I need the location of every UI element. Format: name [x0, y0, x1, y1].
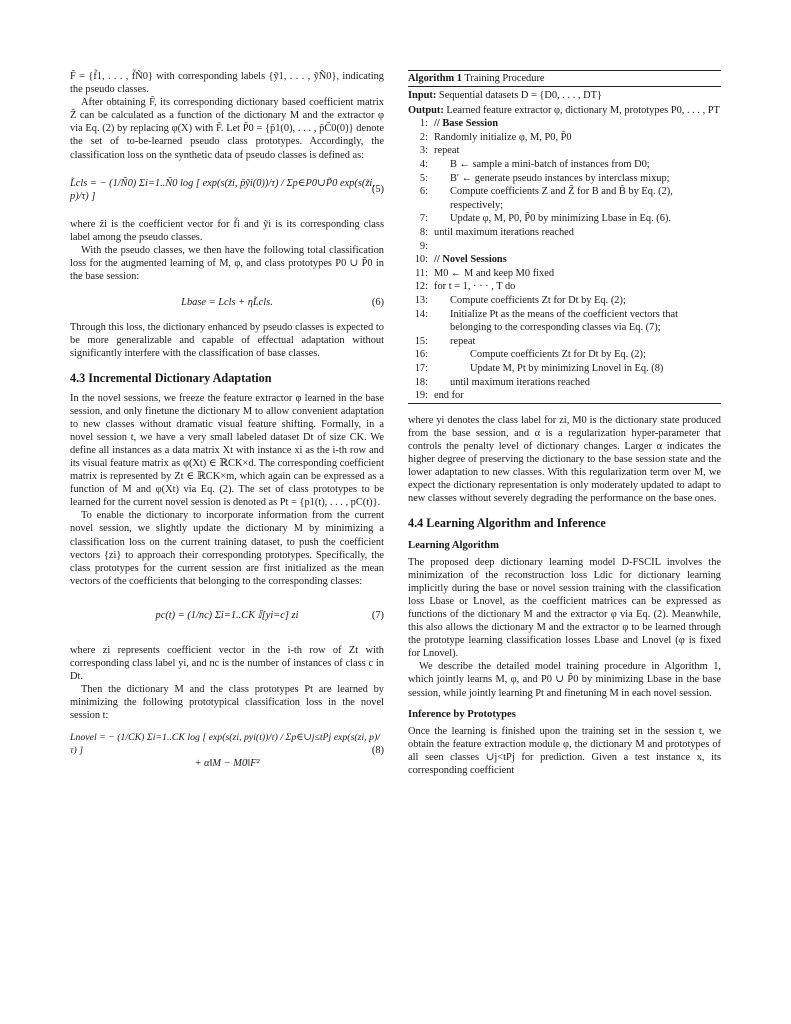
- algorithm-line-number: 2:: [419, 131, 428, 143]
- equation-5-number: (5): [371, 184, 384, 196]
- section-4-3-heading: 4.3 Incremental Dictionary Adaptation: [70, 371, 272, 386]
- algorithm-line: [408, 335, 721, 349]
- algorithm-line-text: repeat: [450, 335, 476, 347]
- algorithm-line-number: 16:: [414, 349, 428, 361]
- algorithm-line-number: 18:: [414, 376, 428, 388]
- right-paragraph-4: Once the learning is finished upon the training set in the session t, we obtain the feature extraction module φ, the dictionary M and prototypes of all seen classes ∪j<tPj for prediction. Given a test instance x, its corresponding coefficient: [408, 725, 721, 776]
- input-label: Input:: [408, 90, 437, 102]
- algorithm-line-number: 4:: [419, 159, 428, 171]
- algorithm-line-text: until maximum iterations reached: [450, 376, 590, 388]
- equation-6: [70, 289, 384, 315]
- algorithm-line-text: repeat: [434, 145, 460, 157]
- algorithm-output: [408, 104, 721, 117]
- algorithm-lines: [408, 117, 721, 402]
- right-column: [408, 70, 721, 777]
- equation-7-body: pc(t) = (1/nc) Σi=1..CK 𝕀[yi=c] zi: [155, 610, 299, 622]
- algorithm-line-number: 3:: [419, 145, 428, 157]
- algorithm-line-number: 8:: [419, 227, 428, 239]
- algorithm-line: [408, 158, 721, 172]
- left-paragraph-6: In the novel sessions, we freeze the feature extractor φ learned in the base session, and only finetune the dictionary M to allow convenient adaptation to new classes without dramatic visual feature shifting. Formally, in a novel session t, we have a very small labeled dataset Dt of size CK. We define all instances as a data matrix Xt with instance xi as the i-th row and its visual feature matrix as φ(Xt) ∈ ℝCK×d. The corresponding coefficient matrix is represented by Zt ∈ ℝCK×m, which again can be expressed as a function of M and φ(Xt) via Eq. (2). The set of class prototypes to be learned for the current novel session is denoted as Pt = {p1(t), . . . , pC(t)}.: [70, 392, 384, 509]
- right-paragraph-3: We describe the detailed model training procedure in Algorithm 1, which jointly learns M, φ, and P0 ∪ P̃0 by minimizing Lbase in the base session, while jointly learning Pt and finetuning M in each novel session.: [408, 661, 721, 699]
- algorithm-line-text: [434, 240, 721, 254]
- equation-8-line-1: Lnovel = − (1/CK) Σi=1..CK log [ exp(s(zi, pyi(t))/τ) / Σp∈∪j≤tPj exp(s(zi, p)/τ) ]: [70, 731, 380, 756]
- algorithm-line-text: Update M, Pt by minimizing Lnovel in Eq. (8): [470, 362, 664, 374]
- inference-heading: Inference by Prototypes: [408, 708, 516, 720]
- algorithm-line-number: 9:: [419, 240, 428, 252]
- algorithm-line: [408, 172, 721, 186]
- algorithm-line-number: 13:: [414, 295, 428, 306]
- algorithm-line: [408, 240, 721, 254]
- left-paragraph-2: After obtaining F̃, its corresponding dictionary based coefficient matrix Z̃ can be calculated as a function of the dictionary M and the extractor φ via Eq. (2) by replacing φ(X) with F̃. Let P̃0 = {p̃1(0), . . . , p̃C̃0(0)} denote the set of to-be-learned pseudo class prototypes. Accordingly, the classification loss on the synthetic data of pseudo classes is defined as:: [70, 97, 384, 161]
- output-text: Learned feature extractor φ, dictionary M, prototypes P0, . . . , PT: [446, 105, 720, 117]
- algorithm-line-text: Initialize Pt as the means of the coefficient vectors that belonging to the corresponding classes via Eq. (7);: [450, 308, 679, 334]
- equation-6-body: Lbase = Lcls + ηL̃cls.: [181, 296, 273, 308]
- algorithm-line: [408, 144, 721, 158]
- algorithm-line: [408, 212, 721, 226]
- algorithm-line-text: M0 ← M and keep M0 fixed: [434, 267, 555, 279]
- equation-7: [70, 594, 384, 638]
- algorithm-line-number: 5:: [419, 172, 428, 184]
- learning-algorithm-heading: Learning Algorithm: [408, 539, 499, 551]
- equation-8: [70, 728, 384, 772]
- algorithm-line: [408, 253, 721, 267]
- left-column: [70, 70, 384, 778]
- equation-8-line-2: + α‖M − M0‖F²: [194, 758, 260, 770]
- algorithm-line-number: 19:: [414, 390, 428, 402]
- algorithm-line-number: 11:: [415, 267, 428, 279]
- algorithm-line-text: Compute coefficients Z and Z̃ for B and B̃ by Eq. (2), respectively;: [450, 186, 673, 211]
- algorithm-line-text: B ← sample a mini-batch of instances from D0;: [450, 159, 650, 171]
- algorithm-line-number: 15:: [414, 335, 428, 347]
- equation-7-number: (7): [371, 610, 384, 622]
- algorithm-line-text: Compute coefficients Zt for Dt by Eq. (2);: [450, 295, 626, 306]
- algorithm-line: [408, 294, 721, 308]
- algorithm-line-text: B′ ← generate pseudo instances by interclass mixup;: [450, 172, 670, 184]
- algorithm-line: [408, 348, 721, 362]
- algorithm-line: [408, 226, 721, 240]
- algorithm-line-text: // Base Session: [434, 118, 499, 130]
- algorithm-line-number: 17:: [414, 362, 428, 374]
- algorithm-box: [408, 70, 721, 404]
- section-4-4-heading: 4.4 Learning Algorithm and Inference: [408, 516, 606, 531]
- left-paragraph-1: F̃ = {f̃1, . . . , f̃Ñ0} with corresponding labels {ỹ1, . . . , ỹÑ0}, indicating the pseudo classes.: [70, 71, 384, 96]
- left-paragraph-5: Through this loss, the dictionary enhanced by pseudo classes is expected to be more generalizable and capable of effectual adaptation without significantly interfere with the classification of base classes.: [70, 322, 384, 360]
- algorithm-line-text: end for: [434, 390, 464, 402]
- input-text: Sequential datasets D = {D0, . . . , DT}: [438, 90, 602, 102]
- algorithm-line: [408, 185, 721, 212]
- left-paragraph-7: To enable the dictionary to incorporate information from the current novel session, we slightly update the dictionary M by minimizing a classification loss on the current training dataset, to push the coefficient vectors {zi} to approach their corresponding prototypes. Specifically, the class prototypes for the current session are first initialized as the mean vectors of the coefficients that belonging to the corresponding classes:: [70, 510, 384, 587]
- output-label: Output:: [408, 105, 444, 117]
- equation-6-number: (6): [371, 296, 384, 308]
- algorithm-line-number: 10:: [414, 254, 428, 266]
- algorithm-line: [408, 376, 721, 390]
- algorithm-line-number: 7:: [419, 213, 428, 225]
- left-paragraph-8: where zi represents coefficient vector in the i-th row of Zt with corresponding class label yi, and nc is the number of instances of class c in Dt.: [70, 644, 384, 683]
- left-paragraph-4: With the pseudo classes, we then have the following total classification loss for the augmented learning of M, φ, and class prototypes P0 ∪ P̃0 in the base session:: [70, 244, 384, 283]
- algorithm-line: [408, 362, 721, 376]
- right-paragraph-1: where yi denotes the class label for zi, M0 is the dictionary state produced from the base session, and α is a regularization hyper-parameter that controls the penalty level of dictionary changes. Larger α indicates the higher degree of preserving the dictionary to the base session state and the lower adaptation to new classes. With this regularization term over M, we expect the dictionary representation is only moderately updated to adapt to new classes without severely degrading the performance on the base ones.: [408, 414, 721, 505]
- left-paragraph-3: where z̃i is the coefficient vector for f̃i and ỹi is its corresponding class label among the pseudo classes.: [70, 218, 384, 243]
- algorithm-input: [408, 89, 721, 102]
- algorithm-line: [408, 280, 721, 294]
- algorithm-line: [408, 131, 721, 145]
- algorithm-line: [408, 389, 721, 403]
- algorithm-line-number: 6:: [419, 186, 428, 198]
- left-paragraph-9: Then the dictionary M and the class prototypes Pt are learned by minimizing the following prototypical classification loss in the novel session t:: [70, 684, 384, 722]
- algorithm-line: [408, 267, 721, 281]
- algorithm-name: Training Procedure: [464, 73, 545, 84]
- algorithm-line-number: 12:: [414, 281, 428, 293]
- algorithm-line-number: 14:: [414, 308, 428, 320]
- algorithm-line-number: 1:: [419, 118, 428, 130]
- algorithm-line: [408, 117, 721, 131]
- algorithm-line-text: Compute coefficients Zt for Dt by Eq. (2);: [470, 349, 646, 361]
- algorithm-line-text: until maximum iterations reached: [434, 227, 574, 239]
- equation-5: [70, 168, 384, 212]
- equation-5-body: L̃cls = − (1/Ñ0) Σi=1..Ñ0 log [ exp(s(z̃i, p̃ỹi(0))/τ) / Σp∈P0∪P̃0 exp(s(z̃i, p)/τ) ]: [70, 177, 375, 202]
- equation-8-number: (8): [371, 744, 384, 756]
- algorithm-line-text: Update φ, M, P0, P̃0 by minimizing Lbase in Eq. (6).: [450, 213, 672, 225]
- algorithm-line-text: Randomly initialize φ, M, P0, P̃0: [434, 131, 572, 143]
- algorithm-label: Algorithm 1: [408, 73, 462, 84]
- algorithm-line-text: // Novel Sessions: [434, 254, 507, 266]
- algorithm-line-text: for t = 1, · · · , T do: [434, 281, 516, 293]
- right-paragraph-2: The proposed deep dictionary learning model D-FSCIL involves the minimization of the reconstruction loss Ldic for dictionary learning implicitly during the base or novel session training with the classification loss Lbase or Lnovel, as the coefficient matrices can be expressed as functions of the dictionary M and the extractor φ via Eq. (2). Meanwhile, this also allows the dictionary M and the extractor φ to be learned through the prototype learning classification losses Lbase and Lnovel (φ is fixed for Lnovel).: [408, 556, 721, 660]
- algorithm-line: [408, 308, 721, 335]
- algorithm-title: [408, 71, 721, 87]
